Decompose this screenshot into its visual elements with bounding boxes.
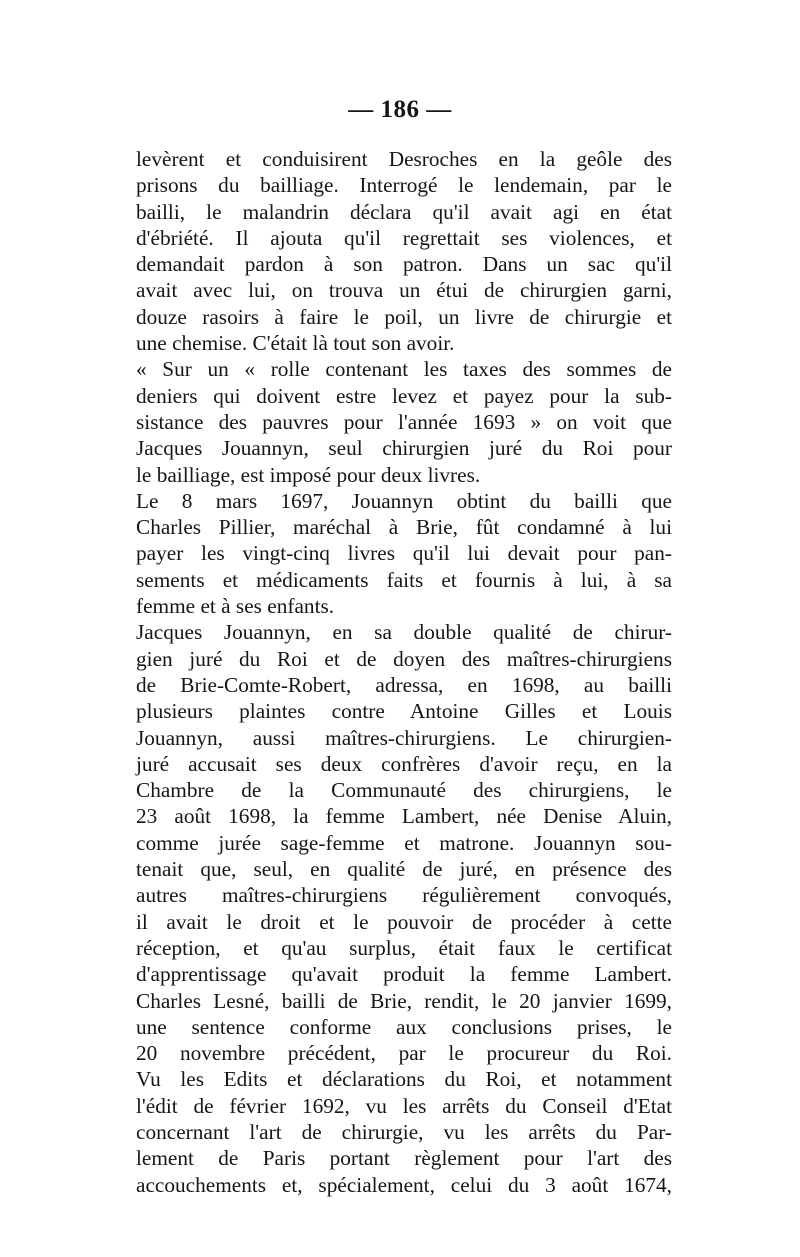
text-line: plusieurs plaintes contre Antoine Gilles et Louis xyxy=(136,699,672,724)
text-line: Chambre de la Communauté des chirurgiens, le xyxy=(136,778,672,803)
text-line: le bailliage, est imposé pour deux livres. xyxy=(136,462,481,487)
text-line: concernant l'art de chirurgie, vu les arrêts du Par- xyxy=(136,1119,672,1144)
text-line: deniers qui doivent estre levez et payez pour la sub- xyxy=(136,383,672,408)
text-line: prisons du bailliage. Interrogé le lendemain, par le xyxy=(136,173,672,198)
text-line: d'apprentissage qu'avait produit la femme Lambert. xyxy=(136,962,672,987)
text-line: Jacques Jouannyn, seul chirurgien juré du Roi pour xyxy=(136,436,672,461)
text-line: 20 novembre précédent, par le procureur du Roi. xyxy=(136,1041,672,1066)
text-line: réception, et qu'au surplus, était faux le certificat xyxy=(136,935,672,960)
text-line: payer les vingt-cinq livres qu'il lui devait pour pan- xyxy=(136,541,672,566)
text-line: « Sur un « rolle contenant les taxes des sommes de xyxy=(136,357,672,382)
text-line: juré accusait ses deux confrères d'avoir reçu, en la xyxy=(136,751,672,776)
text-line: gien juré du Roi et de doyen des maîtres-chirurgiens xyxy=(136,646,672,671)
text-line: douze rasoirs à faire le poil, un livre de chirurgie et xyxy=(136,304,672,329)
text-line: d'ébriété. Il ajouta qu'il regrettait ses violences, et xyxy=(136,225,672,250)
text-line: une sentence conforme aux conclusions prises, le xyxy=(136,1014,672,1039)
text-line: sistance des pauvres pour l'année 1693 » on voit que xyxy=(136,409,672,434)
text-line: levèrent et conduisirent Desroches en la geôle des xyxy=(136,147,672,171)
text-line: Le 8 mars 1697, Jouannyn obtint du bailli que xyxy=(136,488,672,513)
text-line: sements et médicaments faits et fournis à lui, à sa xyxy=(136,567,672,592)
text-line: tenait que, seul, en qualité de juré, en présence des xyxy=(136,857,672,882)
text-line: Jouannyn, aussi maîtres-chirurgiens. Le chirurgien- xyxy=(136,725,672,750)
text-line: comme jurée sage-femme et matrone. Jouannyn sou- xyxy=(136,830,672,855)
text-line: bailli, le malandrin déclara qu'il avait agi en état xyxy=(136,199,672,224)
text-line: l'édit de février 1692, vu les arrêts du Conseil d'Etat xyxy=(136,1093,672,1118)
text-line: une chemise. C'était là tout son avoir. xyxy=(136,331,455,356)
text-line: Jacques Jouannyn, en sa double qualité de chirur- xyxy=(136,620,672,645)
body-text xyxy=(136,146,672,1198)
text-line: il avait le droit et le pouvoir de procéder à cette xyxy=(136,909,672,934)
text-line: Vu les Edits et déclarations du Roi, et notamment xyxy=(136,1067,672,1092)
text-line: accouchements et, spécialement, celui du 3 août 1674, xyxy=(136,1172,672,1197)
page-number: — 186 — xyxy=(348,96,452,123)
text-line: autres maîtres-chirurgiens régulièrement convoqués, xyxy=(136,883,672,908)
text-line: femme et à ses enfants. xyxy=(136,594,335,619)
text-line: demandait pardon à son patron. Dans un sac qu'il xyxy=(136,252,672,277)
text-line: avait avec lui, on trouva un étui de chirurgien garni, xyxy=(136,278,672,303)
text-line: de Brie-Comte-Robert, adressa, en 1698, au bailli xyxy=(136,672,672,697)
text-line: lement de Paris portant règlement pour l'art des xyxy=(136,1146,672,1171)
text-line: 23 août 1698, la femme Lambert, née Denise Aluin, xyxy=(136,804,672,829)
text-line: Charles Pillier, maréchal à Brie, fût condamné à lui xyxy=(136,515,672,540)
text-line: Charles Lesné, bailli de Brie, rendit, le 20 janvier 1699, xyxy=(136,988,672,1013)
